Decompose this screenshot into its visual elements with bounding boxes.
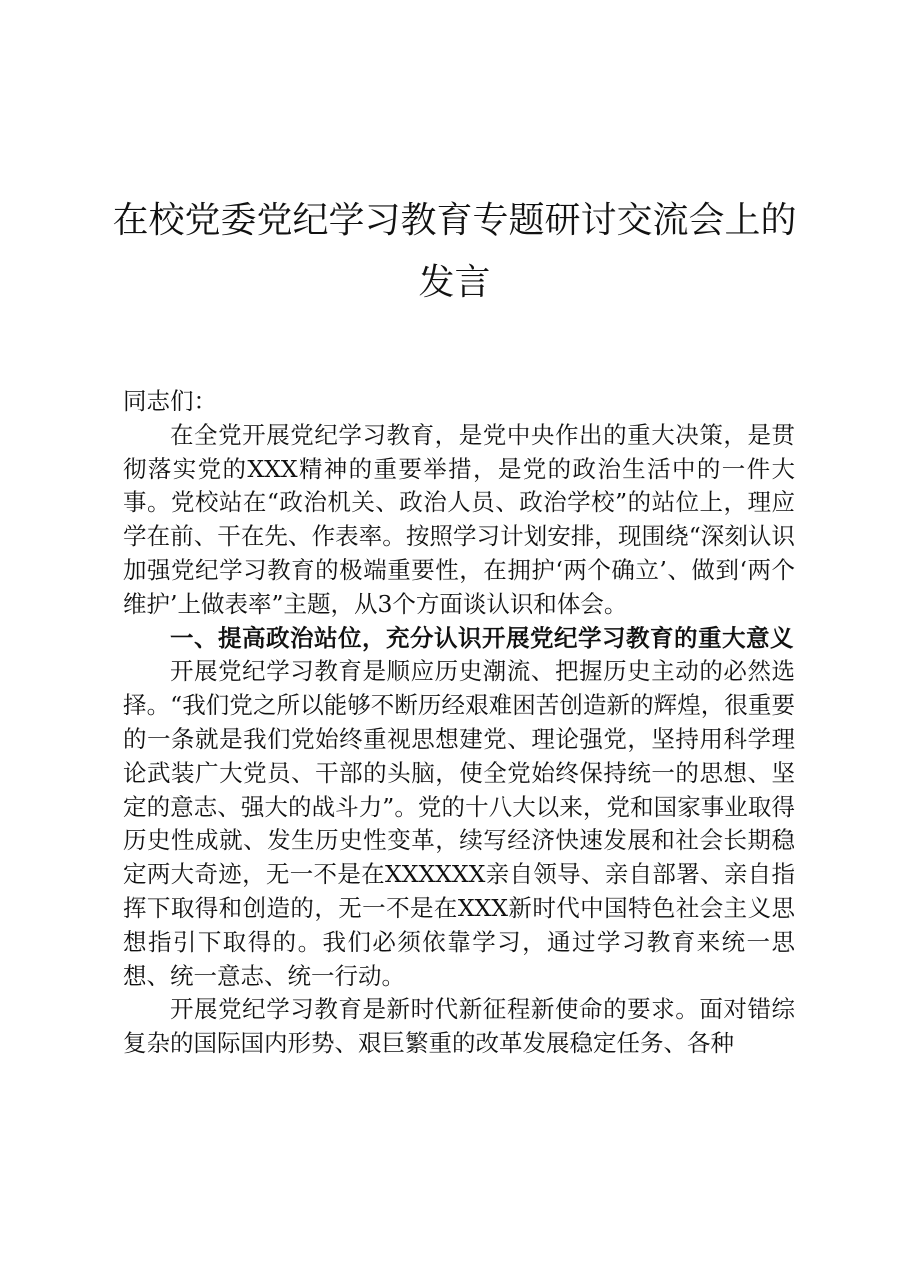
document-title: 在校党委党纪学习教育专题研讨交流会上的发言 <box>112 200 797 303</box>
paragraph-intro: 在全党开展党纪学习教育，是党中央作出的重大决策，是贯彻落实党的XXX精神的重要举措，是党的政治生活中的一件大事。党校站在“政治机关、政治人员、政治学校”的站位上，理应学在前、干在先、作表率。按照学习计划安排，现围绕“深刻认识加强党纪学习教育的极端重要性，在拥护‘两个确立’、做到‘两个维护’上做表率”主题，从3个方面谈认识和体会。 <box>123 420 795 618</box>
section-heading-1: 一、提高政治站位，充分认识开展党纪学习教育的重大意义 <box>170 623 794 652</box>
document-body <box>123 385 795 1061</box>
paragraph-mission: 开展党纪学习教育是新时代新征程新使命的要求。面对错综复杂的国际国内形势、艰巨繁重的改革发展稳定任务、各种 <box>123 995 795 1058</box>
greeting: 同志们： <box>123 387 217 415</box>
paragraph-significance: 开展党纪学习教育是顺应历史潮流、把握历史主动的必然选择。“我们党之所以能够不断历经艰难困苦创造新的辉煌，很重要的一条就是我们党始终重视思想建党、理论强党，坚持用科学理论武装广大党员、干部的头脑，使全党始终保持统一的思想、坚定的意志、强大的战斗力”。党的十八大以来，党和国家事业取得历史性成就、发生历史性变革，续写经济快速发展和社会长期稳定两大奇迹，无一不是在XXXXXX亲自领导、亲自部署、亲自指挥下取得和创造的，无一不是在XXX新时代中国特色社会主义思想指引下取得的。我们必须依靠学习，通过学习教育来统一思想、统一意志、统一行动。 <box>123 657 795 990</box>
